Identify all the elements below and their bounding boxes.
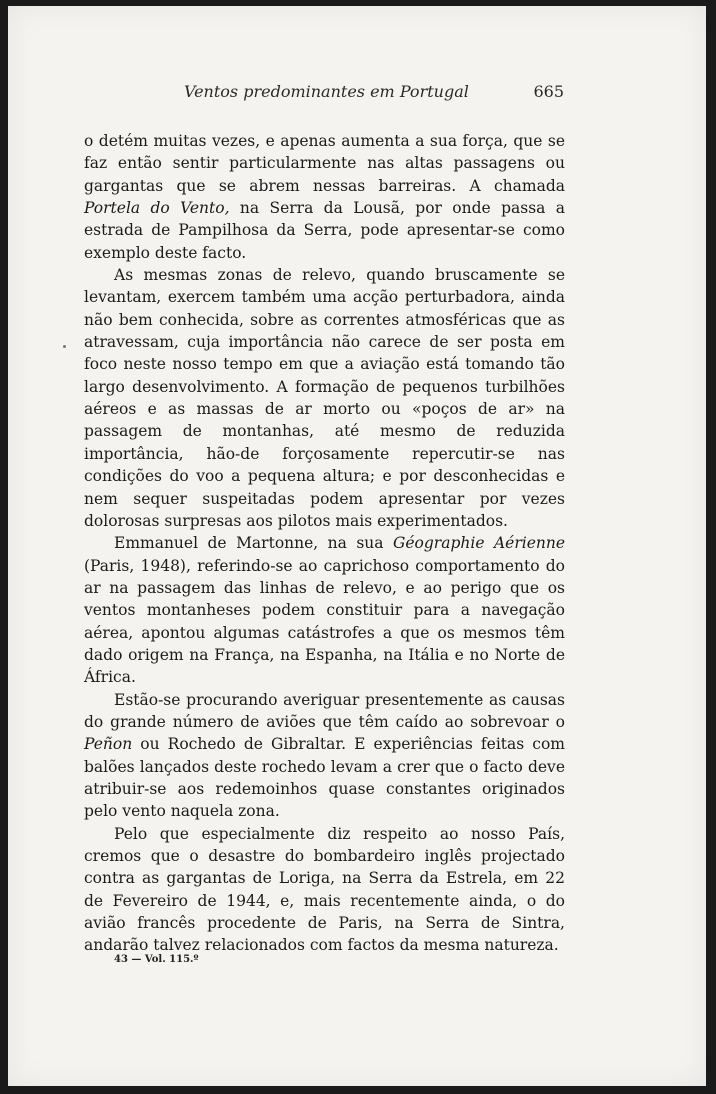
book-page xyxy=(8,6,706,1086)
paragraph-1 xyxy=(84,130,565,264)
paragraph-2 xyxy=(84,264,565,532)
paragraph-5-text: Pelo que especialmente diz respeito ao nosso País, cremos que o desastre do bombardeiro inglês projectado contra as gargantas de Loriga, na Serra da Estrela, em 22 de Fevereiro de 1944, e, mais recentemente ainda, o do avião francês procedente de Paris, na Serra de Sintra, andarão talvez relacionados com factos da mesma natureza. xyxy=(84,824,565,955)
paragraph-1-italic: Portela do Vento, xyxy=(84,199,230,218)
running-header xyxy=(184,82,564,106)
paragraph-2-text: As mesmas zonas de relevo, quando bruscamente se levantam, exercem também uma acção perturbadora, ainda não bem conhecida, sobre as correntes atmosféricas que as atravessam, cuja importância não carece de ser posta em foco neste nosso tempo em que a aviação está tomando tão largo desenvolvimento. A formação de pequenos turbilhões aéreos e as massas de ar morto ou «poços de ar» na passagem de montanhas, até mesmo de reduzida importância, hão-de forçosamente repercutir-se nas condições do voo a pequena altura; e por desconhecidas e nem sequer suspeitadas podem apresentar por vezes dolorosas surpresas aos pilotos mais experimentados. xyxy=(84,266,565,530)
paragraph-5 xyxy=(84,823,565,957)
paragraph-4 xyxy=(84,689,565,823)
paragraph-3-italic: Géographie Aérienne xyxy=(393,534,565,553)
paragraph-3-text-end: (Paris, 1948), referindo-se ao caprichoso comportamento do ar na passagem das linhas de relevo, e ao perigo que os ventos montanheses podem constituir para a navegação aérea, apontou algumas catástrofes a que os mesmos têm dado origem na França, na Espanha, na Itália e no Norte de África. xyxy=(84,556,565,687)
paragraph-1-text: o detém muitas vezes, e apenas aumenta a sua força, que se faz então sentir particularmente nas altas passagens ou gargantas que se abrem nessas barreiras. A chamada xyxy=(84,132,565,195)
paragraph-3 xyxy=(84,532,565,688)
body-text xyxy=(84,130,565,957)
paragraph-4-italic: Peñon xyxy=(84,735,133,754)
paper-speck xyxy=(63,345,66,348)
page-number: 665 xyxy=(533,82,564,101)
paragraph-3-text: Emmanuel de Martonne, na sua xyxy=(114,534,393,553)
paragraph-4-text: Estão-se procurando averiguar presentemente as causas do grande número de aviões que têm caído ao sobrevoar o xyxy=(84,690,565,731)
printer-signature: 43 — Vol. 115.º xyxy=(114,954,199,965)
paragraph-1-text-end: na Serra da Lousã, por onde passa a estrada de Pampilhosa da Serra, pode apresentar-se como exemplo deste facto. xyxy=(84,199,565,262)
running-title: Ventos predominantes em Portugal xyxy=(184,82,469,101)
paragraph-4-text-end: ou Rochedo de Gibraltar. E experiências feitas com balões lançados deste rochedo levam a crer que o facto deve atribuir-se aos redemoinhos quase constantes originados pelo vento naquela zona. xyxy=(84,735,565,821)
